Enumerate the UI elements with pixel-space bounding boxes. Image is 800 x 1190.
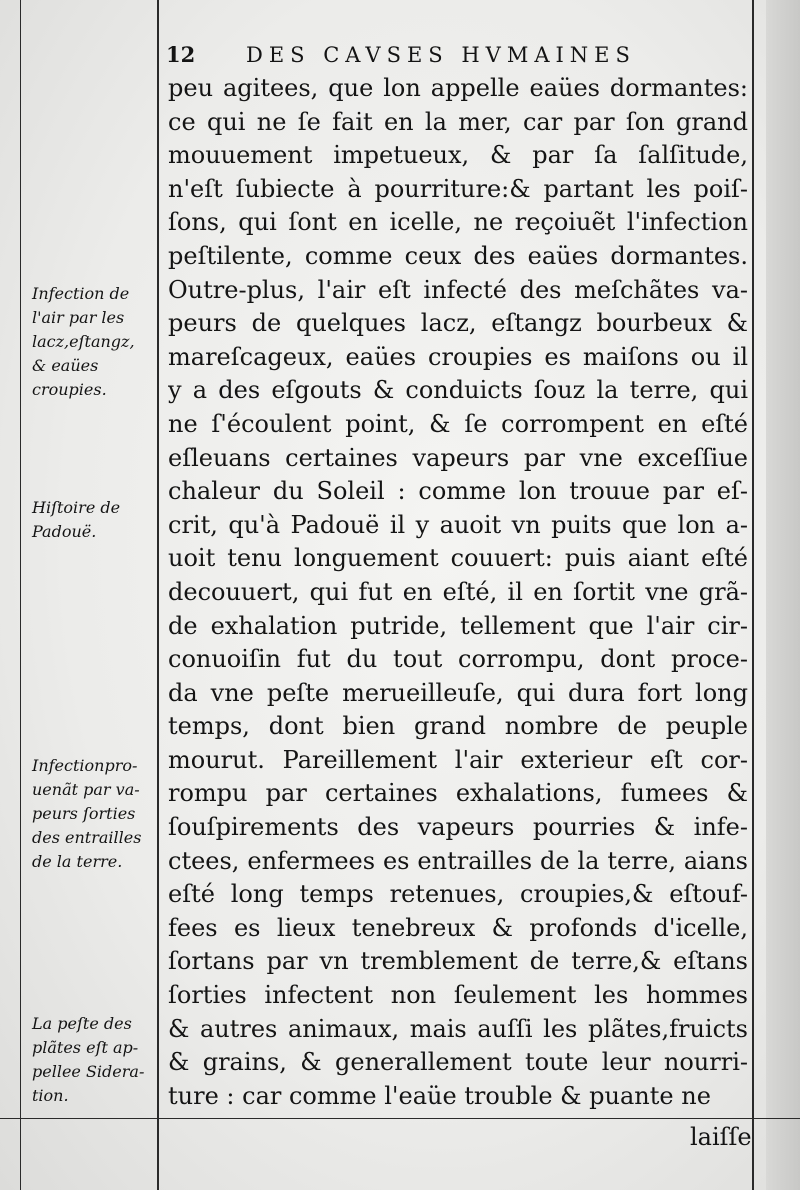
margin-note-line: l'air par les <box>32 308 125 327</box>
margin-note-line: peurs ſorties <box>32 804 136 823</box>
body-line: ctees, enfermees es entrailles de la terre, aians <box>168 846 748 875</box>
margin-note-padoue <box>32 496 154 544</box>
margin-note-line: lacz,eſtangz, <box>32 332 135 351</box>
running-head: DES CAVSES HVMAINES <box>246 43 636 67</box>
body-line: peu agitees, que lon appelle eaües dormantes: <box>168 74 748 102</box>
body-line: ſorties infectent non ſeulement les hommes <box>168 981 748 1010</box>
margin-note-line: Infectionpro- <box>32 756 138 775</box>
body-line: ſons, qui ſont en icelle, ne reçoiuẽt l'infection <box>168 208 748 237</box>
margin-column-rule <box>157 0 159 1190</box>
body-line: eſté long temps retenues, croupies,& eſtouf- <box>168 880 748 909</box>
margin-note-infection-vapeurs <box>32 754 154 874</box>
body-line: mareſcageux, eaües croupies es maiſons ou il <box>168 342 748 371</box>
body-line: decouuert, qui fut en eſté, il en ſortit vne grã- <box>168 577 748 606</box>
body-line: y a des eſgouts & conduicts ſouz la terre, qui <box>168 376 748 405</box>
body-line: & grains, & generallement toute leur nourri- <box>168 1048 748 1077</box>
body-line: uoit tenu longuement couuert: puis aiant eſté <box>168 544 748 573</box>
body-line: peurs de quelques lacz, eſtangz bourbeux & <box>168 309 748 338</box>
margin-note-line: Hiſtoire de <box>32 498 121 517</box>
body-line: de exhalation putride, tellement que l'air cir- <box>168 611 748 640</box>
body-line: peſtilente, comme ceux des eaües dormantes. <box>168 241 748 270</box>
margin-note-line: plãtes eſt ap- <box>32 1038 139 1057</box>
right-margin-rule <box>752 0 754 1190</box>
page-header <box>166 40 756 70</box>
body-line: da vne peſte merueilleuſe, qui dura fort long <box>168 678 748 707</box>
body-text <box>168 72 748 1113</box>
margin-note-infection-air <box>32 282 154 402</box>
margin-note-line: & eaües <box>32 356 99 375</box>
body-line: fees es lieux tenebreux & profonds d'icelle, <box>168 913 748 942</box>
body-line: chaleur du Soleil : comme lon trouue par eſ- <box>168 477 748 506</box>
margin-note-line: pellee Sidera- <box>32 1062 145 1081</box>
body-line: ſouſpirements des vapeurs pourries & infe- <box>168 813 748 842</box>
body-line: ne ſ'écoulent point, & ſe corrompent en eſté <box>168 409 748 438</box>
margin-note-line: Infection de <box>32 284 130 303</box>
margin-note-line: croupies. <box>32 380 107 399</box>
body-line: temps, dont bien grand nombre de peuple <box>168 712 748 741</box>
body-line: eſleuans certaines vapeurs par vne exceſſiue <box>168 443 748 472</box>
bottom-rule <box>0 1118 800 1119</box>
margin-note-line: La peſte des <box>32 1014 132 1033</box>
page-edge-shadow <box>766 0 800 1190</box>
margin-note-line: tion. <box>32 1086 69 1105</box>
body-line: ſortans par vn tremblement de terre,& eſtans <box>168 947 748 976</box>
body-line: n'eſt ſubiecte à pourriture:& partant les poiſ- <box>168 174 748 203</box>
margin-note-line: Padouë. <box>32 522 97 541</box>
body-line: crit, qu'à Padouë il y auoit vn puits que lon a- <box>168 510 748 539</box>
body-line: conuoiſin fut du tout corrompu, dont proce- <box>168 645 748 674</box>
body-line: mourut. Pareillement l'air exterieur eſt cor- <box>168 745 748 774</box>
margin-note-line: des entrailles <box>32 828 142 847</box>
page-number: 12 <box>166 42 196 67</box>
body-line: Outre-plus, l'air eſt infecté des meſchãtes va- <box>168 275 748 304</box>
body-line: rompu par certaines exhalations, fumees & <box>168 779 748 808</box>
body-line: & autres animaux, mais auſſi les plãtes,fruicts <box>168 1014 748 1043</box>
margin-note-line: uenãt par va- <box>32 780 140 799</box>
body-line: mouuement impetueux, & par ſa ſalſitude, <box>168 141 748 170</box>
catchword: laiſſe <box>690 1123 752 1151</box>
body-line: ture : car comme l'eaüe trouble & puante ne <box>168 1081 711 1110</box>
left-margin-rule <box>20 0 21 1190</box>
body-line: ce qui ne ſe fait en la mer, car par ſon grand <box>168 107 748 136</box>
margin-note-sideration <box>32 1012 154 1108</box>
margin-note-line: de la terre. <box>32 852 123 871</box>
